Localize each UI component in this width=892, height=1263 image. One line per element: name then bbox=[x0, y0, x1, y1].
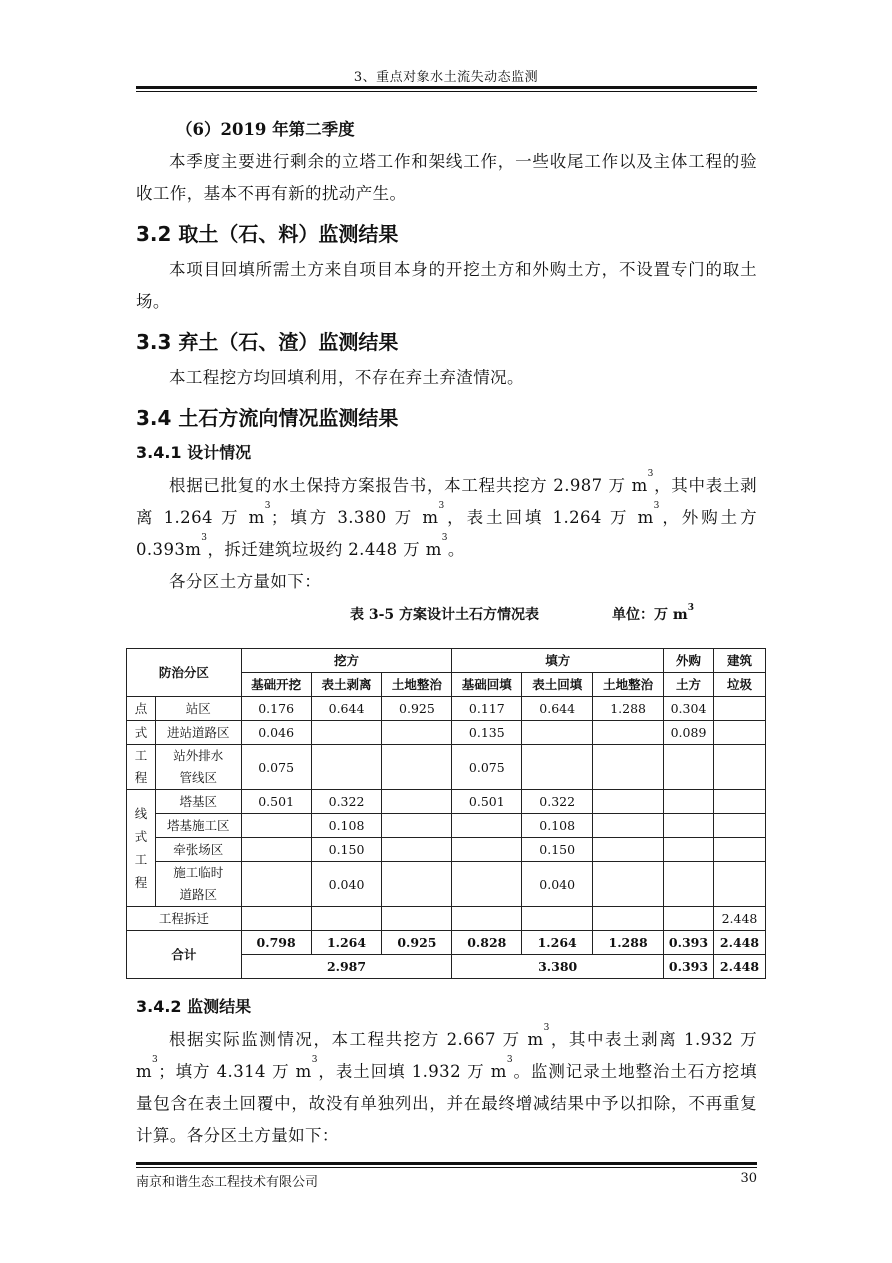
header-fill-topsoil: 表土回填 bbox=[522, 673, 593, 697]
row-name: 站区 bbox=[155, 697, 241, 721]
group-point-char: 式 bbox=[127, 721, 156, 745]
cell bbox=[713, 814, 765, 838]
cell bbox=[241, 862, 311, 907]
cell bbox=[382, 907, 452, 931]
cell bbox=[593, 862, 664, 907]
cell: 0.150 bbox=[311, 838, 382, 862]
cell: 0.925 bbox=[382, 697, 452, 721]
cell: 1.264 bbox=[522, 931, 593, 955]
section-3-4-2 bbox=[136, 990, 757, 1152]
cell bbox=[311, 907, 382, 931]
cell bbox=[664, 907, 714, 931]
section-3-2-paragraph: 本项目回填所需土方来自项目本身的开挖土方和外购土方，不设置专门的取土场。 bbox=[136, 260, 757, 311]
page-content bbox=[136, 114, 757, 628]
footer-company: 南京和谐生态工程技术有限公司 bbox=[136, 1175, 319, 1190]
cell bbox=[713, 862, 765, 907]
waste-sum: 2.448 bbox=[713, 955, 765, 979]
cell bbox=[382, 745, 452, 790]
table-row bbox=[127, 862, 766, 907]
cell: 0.046 bbox=[241, 721, 311, 745]
cell bbox=[713, 721, 765, 745]
cell bbox=[664, 814, 714, 838]
cell: 0.322 bbox=[311, 790, 382, 814]
table-unit: 单位：万 $m^3$ bbox=[612, 603, 694, 623]
cell: 0.501 bbox=[452, 790, 522, 814]
table-row bbox=[127, 745, 766, 790]
row-name: 站外排水 管线区 bbox=[155, 745, 241, 790]
page-number: 30 bbox=[740, 1171, 757, 1186]
header-waste-2: 垃圾 bbox=[713, 673, 765, 697]
cell bbox=[593, 814, 664, 838]
header-rule-thin bbox=[136, 91, 757, 92]
cell: 0.644 bbox=[522, 697, 593, 721]
header-fill-land: 土地整治 bbox=[593, 673, 664, 697]
header-zone: 防治分区 bbox=[127, 649, 242, 697]
cell: 0.644 bbox=[311, 697, 382, 721]
quarter-paragraph: 本季度主要进行剩余的立塔工作和架线工作，一些收尾工作以及主体工程的验收工作，基本不再有新的扰动产生。 bbox=[136, 152, 757, 203]
header-buy-2: 土方 bbox=[664, 673, 714, 697]
cell: 0.075 bbox=[452, 745, 522, 790]
header-waste-1: 建筑 bbox=[713, 649, 765, 673]
cell bbox=[713, 697, 765, 721]
section-3-4-title: 3.4 土石方流向情况监测结果 bbox=[136, 406, 399, 430]
cell bbox=[452, 814, 522, 838]
total-label: 合计 bbox=[127, 931, 242, 979]
fill-sum: 3.380 bbox=[452, 955, 664, 979]
cell: 0.108 bbox=[522, 814, 593, 838]
buy-sum: 0.393 bbox=[664, 955, 714, 979]
header-rule bbox=[136, 86, 757, 89]
cell bbox=[382, 862, 452, 907]
monitor-paragraph: 根据实际监测情况，本工程共挖方 2.667 万 $m^3$，其中表土剥离 1.932 万 $m^3$；填方 4.314 万 $m^3$，表土回填 1.932 万 $m^3$。监测记录土地整治土石方挖填量包含在表土回覆中，故没有单独列出，并在最终增减结果中予以扣除，不再重复计算。各分区土方量如下： bbox=[136, 1023, 757, 1145]
header-dig-base: 基础开挖 bbox=[241, 673, 311, 697]
design-paragraph: 根据已批复的水土保持方案报告书，本工程共挖方 2.987 万 $m^3$，其中表土剥离 1.264 万 $m^3$；填方 3.380 万 $m^3$，表土回填 1.264 万 $m^3$，外购土方 $0.393m^3$，拆迁建筑垃圾约 2.448 万 $m^3$。 bbox=[136, 469, 757, 559]
header-buy-1: 外购 bbox=[664, 649, 714, 673]
table-row bbox=[127, 790, 766, 814]
cell: 0.089 bbox=[664, 721, 714, 745]
row-name: 塔基施工区 bbox=[155, 814, 241, 838]
table-row bbox=[127, 838, 766, 862]
cell: 0.150 bbox=[522, 838, 593, 862]
group-line-label: 线 式 工 程 bbox=[127, 790, 156, 907]
header-dig: 挖方 bbox=[241, 649, 452, 673]
cell: 0.135 bbox=[452, 721, 522, 745]
design-intro: 各分区土方量如下： bbox=[169, 572, 322, 591]
row-name: 施工临时 道路区 bbox=[155, 862, 241, 907]
cell bbox=[593, 838, 664, 862]
table-row bbox=[127, 721, 766, 745]
cell bbox=[522, 721, 593, 745]
cell bbox=[664, 862, 714, 907]
cell bbox=[452, 838, 522, 862]
cell: 0.322 bbox=[522, 790, 593, 814]
cell: 2.448 bbox=[713, 931, 765, 955]
footer-rule bbox=[136, 1162, 757, 1165]
cell bbox=[593, 721, 664, 745]
footer-rule-thin bbox=[136, 1167, 757, 1168]
cell bbox=[713, 745, 765, 790]
cell: 0.108 bbox=[311, 814, 382, 838]
cell bbox=[382, 790, 452, 814]
header-fill: 填方 bbox=[452, 649, 664, 673]
section-3-4-2-title: 3.4.2 监测结果 bbox=[136, 997, 252, 1016]
cell bbox=[593, 790, 664, 814]
cell bbox=[452, 907, 522, 931]
cell bbox=[452, 862, 522, 907]
header-dig-land: 土地整治 bbox=[382, 673, 452, 697]
cell: 0.176 bbox=[241, 697, 311, 721]
page-header: 3、重点对象水土流失动态监测 bbox=[353, 70, 539, 85]
table-row bbox=[127, 697, 766, 721]
table-caption: 表 3-5 方案设计土石方情况表 单位：万 $m^3$ bbox=[350, 603, 694, 623]
cell bbox=[664, 838, 714, 862]
cell: 2.448 bbox=[713, 907, 765, 931]
section-3-3-title: 3.3 弃土（石、渣）监测结果 bbox=[136, 330, 399, 354]
cell: 0.075 bbox=[241, 745, 311, 790]
section-3-4-1-title: 3.4.1 设计情况 bbox=[136, 443, 252, 462]
row-name: 进站道路区 bbox=[155, 721, 241, 745]
cell: 0.040 bbox=[311, 862, 382, 907]
dig-sum: 2.987 bbox=[241, 955, 452, 979]
cell bbox=[311, 745, 382, 790]
cell bbox=[713, 838, 765, 862]
earthwork-table bbox=[126, 648, 766, 979]
cell bbox=[382, 814, 452, 838]
header-fill-base: 基础回填 bbox=[452, 673, 522, 697]
cell: 1.288 bbox=[593, 697, 664, 721]
cell bbox=[522, 907, 593, 931]
total-row bbox=[127, 931, 766, 955]
cell bbox=[241, 814, 311, 838]
cell bbox=[664, 745, 714, 790]
cell bbox=[522, 745, 593, 790]
quarter-heading: （6）2019 年第二季度 bbox=[176, 120, 355, 139]
cell bbox=[241, 907, 311, 931]
cell: 0.501 bbox=[241, 790, 311, 814]
cell bbox=[713, 790, 765, 814]
cell: 0.117 bbox=[452, 697, 522, 721]
row-name: 塔基区 bbox=[155, 790, 241, 814]
cell bbox=[664, 790, 714, 814]
cell: 0.925 bbox=[382, 931, 452, 955]
table-row bbox=[127, 814, 766, 838]
cell bbox=[593, 745, 664, 790]
section-3-2-title: 3.2 取土（石、料）监测结果 bbox=[136, 222, 399, 246]
cell bbox=[382, 838, 452, 862]
cell: 1.288 bbox=[593, 931, 664, 955]
cell: 0.798 bbox=[241, 931, 311, 955]
cell: 0.828 bbox=[452, 931, 522, 955]
cell bbox=[311, 721, 382, 745]
table-row bbox=[127, 907, 766, 931]
header-dig-topsoil: 表土剥离 bbox=[311, 673, 382, 697]
cell bbox=[593, 907, 664, 931]
cell: 0.393 bbox=[664, 931, 714, 955]
cell: 1.264 bbox=[311, 931, 382, 955]
cell bbox=[382, 721, 452, 745]
cell: 0.040 bbox=[522, 862, 593, 907]
group-point-char: 点 bbox=[127, 697, 156, 721]
group-point-chars: 工 程 bbox=[127, 745, 156, 790]
cell bbox=[241, 838, 311, 862]
row-name: 牵张场区 bbox=[155, 838, 241, 862]
cell: 0.304 bbox=[664, 697, 714, 721]
row-name: 工程拆迁 bbox=[127, 907, 242, 931]
section-3-3-paragraph: 本工程挖方均回填利用，不存在弃土弃渣情况。 bbox=[169, 368, 524, 387]
